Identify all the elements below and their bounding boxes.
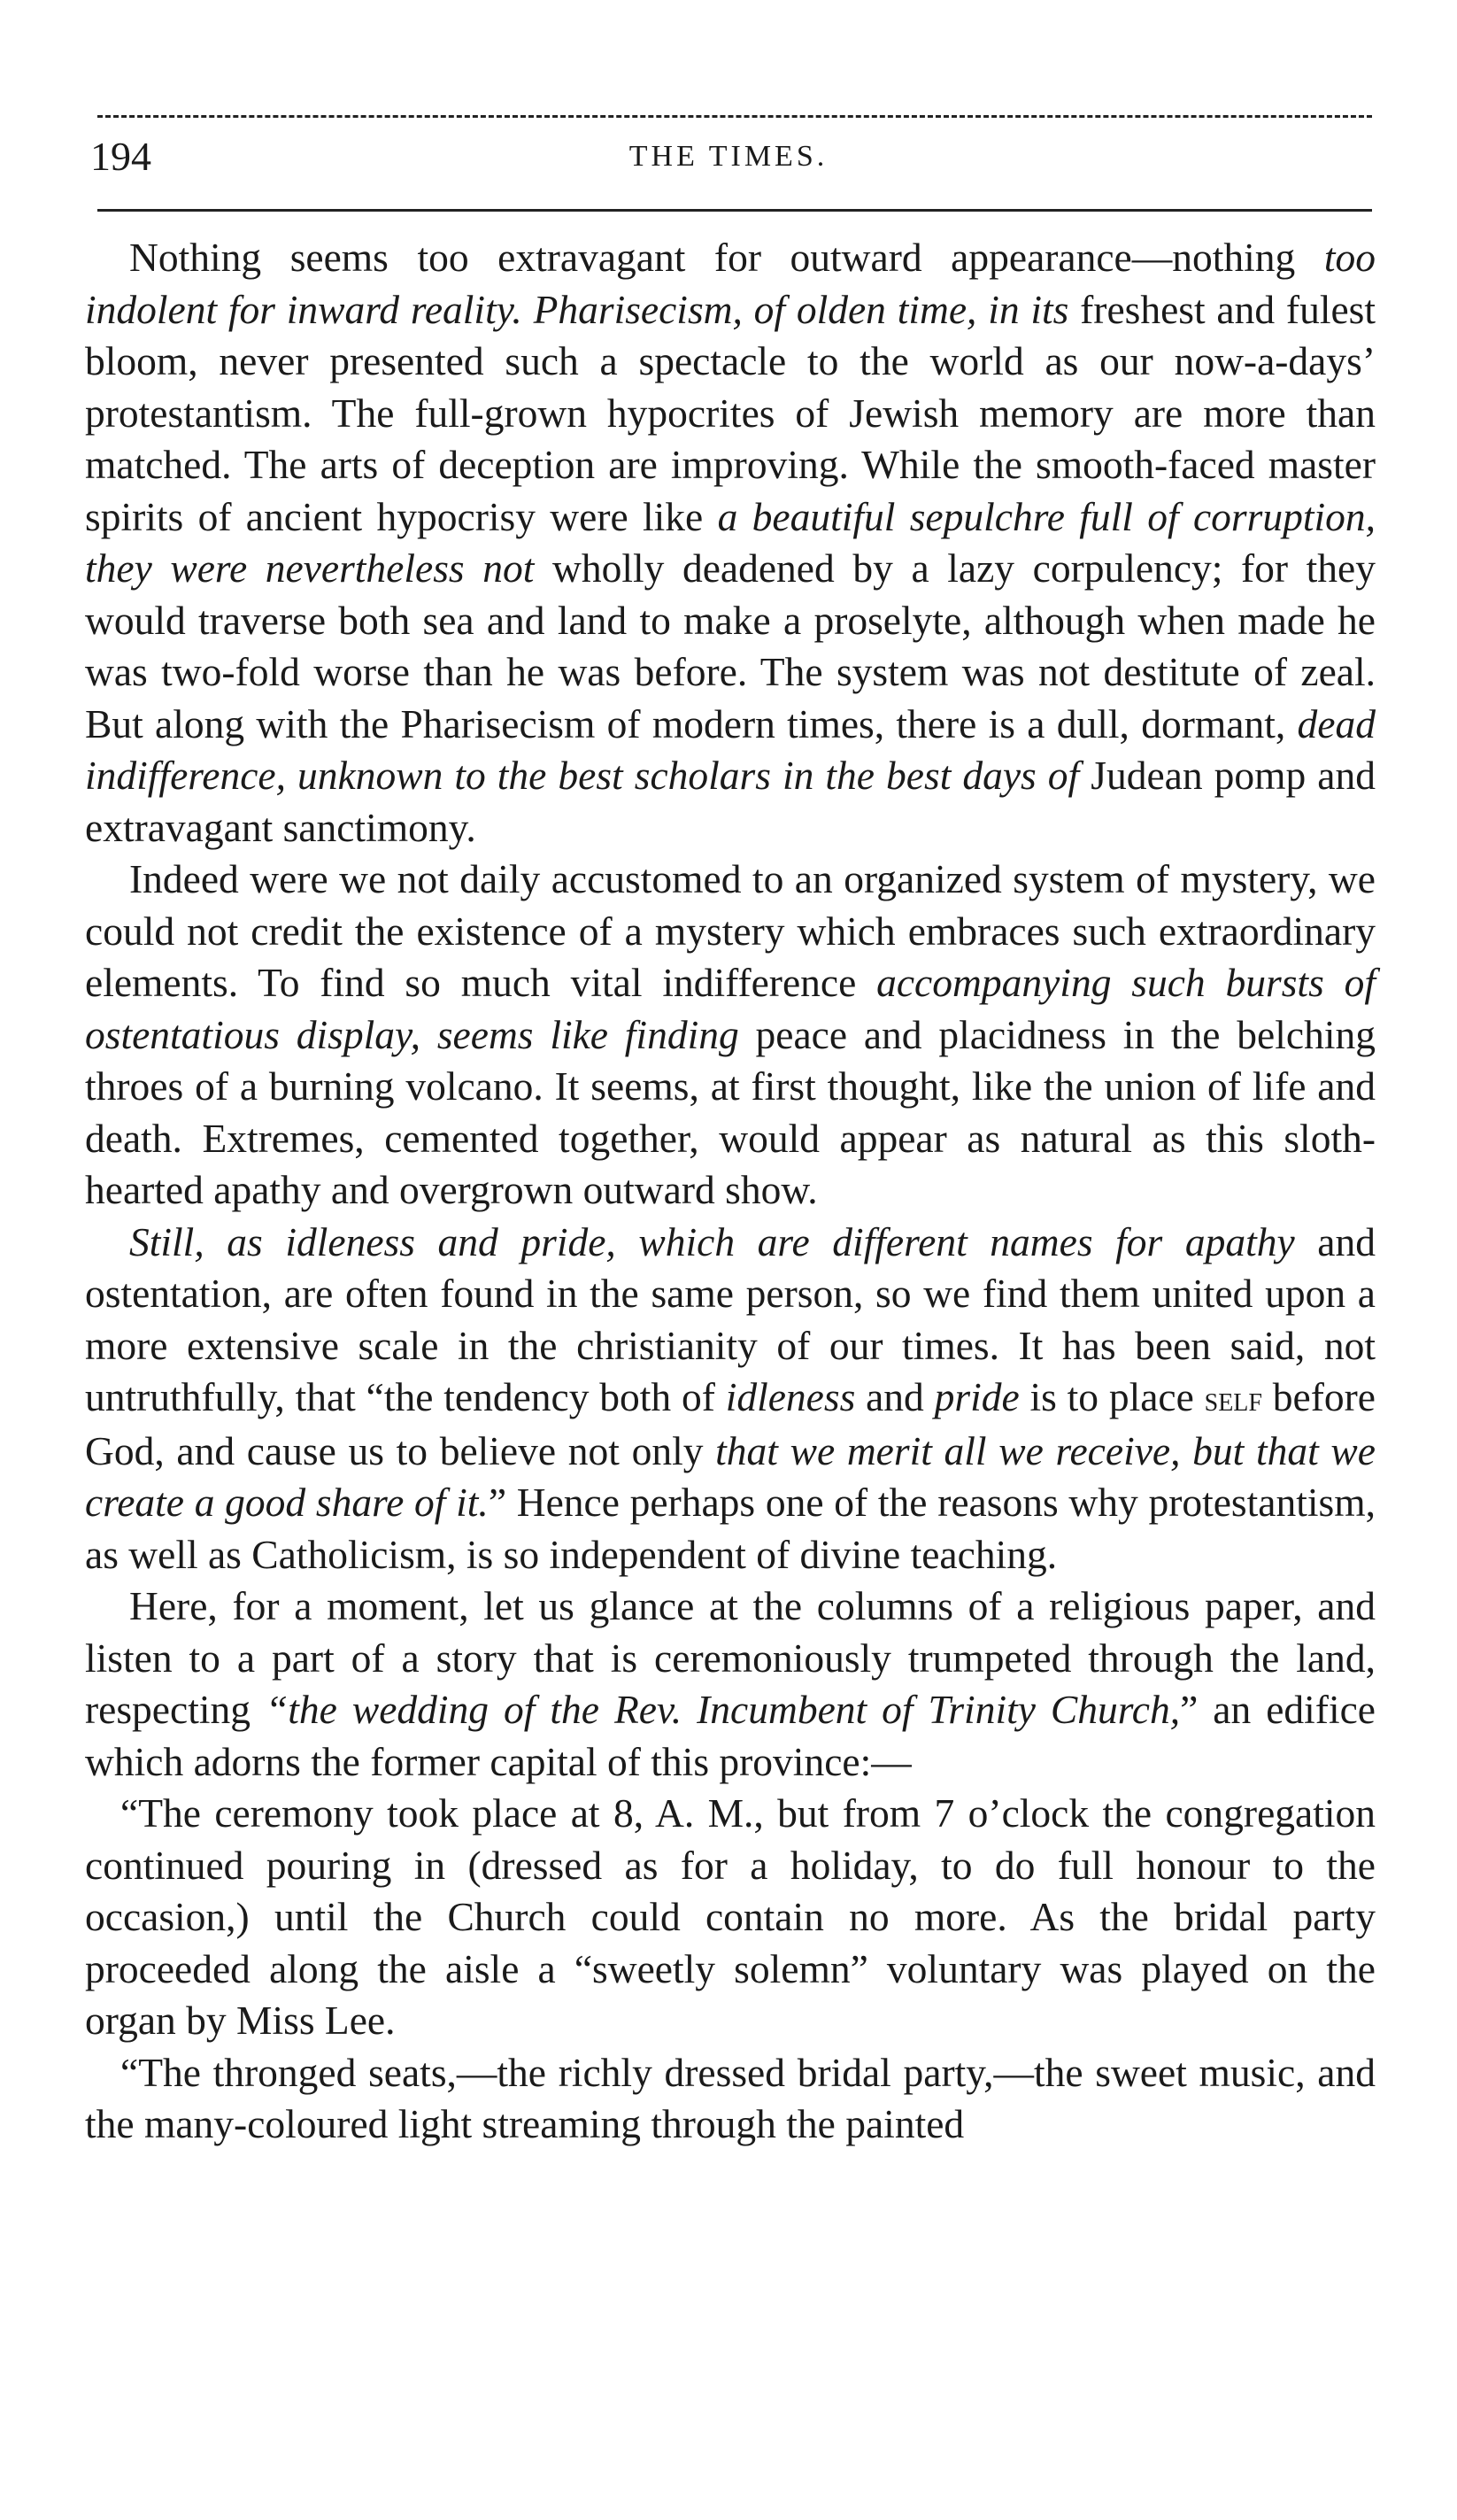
text-run: and ostentation, are often found in the same person, so we find them united upon a more extensive scale in the christianity of our times. It has been said, not untruthfully, that “the tendency both of [85,1218,1376,1419]
header-rule [97,209,1372,212]
paragraph [85,232,1376,854]
text-run: “The thronged seats,—the richly dressed bridal party,—the sweet music, and the many-coloured light streaming through the painted [85,2049,1376,2146]
italic-text: “the wedding of the Rev. Incumbent of Trinity Church, [265,1687,1181,1732]
italic-text: accompanying such bursts of ostentatious display, [85,960,1376,1057]
small-caps-text: self [1204,1379,1262,1418]
text-run: before God, and cause us to believe not only [85,1374,1376,1473]
italic-text: pride [934,1374,1020,1419]
text-run: Judean pomp and extravagant sanctimony. [85,753,1376,850]
quoted-paragraph [85,2047,1376,2151]
text-run: freshest and fulest bloom, never presented such a spectacle to the world as our now-a-days’ protestantism. The full-grown hypocrites of Jewish memory are more than matched. The arts of deception are improving. While the smooth-faced master spirits of ancient hypocrisy were like [85,286,1376,539]
italic-text: dead indifference, unknown to the best scholars in the best days of [85,700,1376,798]
text-run: Here, for a moment, let us glance at the columns of a religious paper, and listen to a part of a story that is ceremoniously trumpeted through the land, respecting [85,1583,1376,1732]
running-head: THE TIMES. [628,140,829,173]
italic-text: that we merit all we receive, but that we create a good share of it. [85,1427,1376,1525]
italic-text: of olden time, in its [753,286,1069,332]
text-run: wholly deadened by a lazy corpulency; for they would traverse both sea and land to make a proselyte, although when made he was two-fold worse than he was before. The system was not destitute of zeal. But along with the Pharisecism of modern times, there is a dull, dormant, [85,545,1376,746]
text-run: “The ceremony took place at 8, A. M., but from 7 o’clock the congregation continued pouring in (dressed as for a holiday, to do full honour to the occasion,) until the Church could contain no more. As the bridal party proceeded along the aisle a “sweetly solemn” voluntary was played on the organ by Miss Lee. [85,1790,1376,2043]
italic-text: too indolent for inward reality. [85,235,1376,332]
text-run: peace and placidness in the belching throes of a burning volcano. It seems, at first thought, like the union of life and death. Extremes, cemented together, would appear as natural as this sloth-hearted apathy and overgrown outward show. [85,1011,1376,1212]
quoted-paragraph [85,1788,1376,2047]
text-run: and [855,1374,935,1419]
paragraph [85,1581,1376,1788]
text-run: Nothing seems too extravagant for outward appearance—nothing [129,235,1324,280]
text-run [420,1012,437,1057]
italic-text: a beautiful sepulchre full of corruption, they were nevertheless not [85,493,1376,591]
paragraph [85,1217,1376,1581]
text-run: ” Hence perhaps one of the reasons why protestantism, as well as Catholicism, is so independent of divine teaching. [85,1480,1376,1577]
italic-text: Pharisecism, [521,286,754,332]
italic-text: seems like finding [436,1011,739,1057]
paragraph [85,854,1376,1217]
page-number: 194 [90,134,151,179]
top-rule [97,115,1372,118]
text-run: Indeed were we not daily accustomed to an organized system of mystery, we could not credit the existence of a mystery which embraces such extraordinary elements. To find so much vital indifference [85,856,1376,1005]
text-run: is to place [1019,1374,1205,1419]
italic-text: idleness [725,1374,856,1419]
text-run: ” an edifice which adorns the former capital of this province:— [85,1687,1376,1784]
italic-text: Still, as idleness and pride, which are different names for apathy [129,1218,1295,1264]
body-text [85,232,1376,2151]
